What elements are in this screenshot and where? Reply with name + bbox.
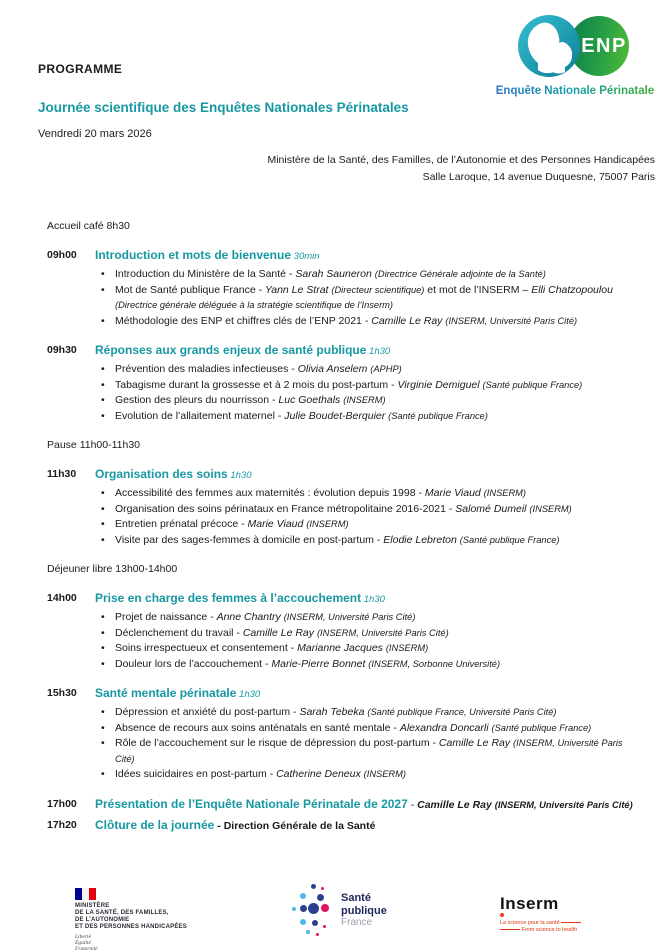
inserm-logo [500, 894, 581, 933]
text-segment: (Directrice générale déléguée à la stratégie scientifique de l’Inserm) [115, 300, 394, 310]
session-item [95, 641, 634, 657]
text-segment: - Direction Générale de la Santé [214, 819, 376, 832]
text-segment: Luc Goethals [278, 394, 344, 406]
session-title: Réponses aux grands enjeux de santé publique [95, 343, 367, 357]
session-duration: 1h30 [227, 470, 252, 481]
session-time: 17h20 [47, 818, 77, 831]
text-segment: Camille Le Ray [371, 314, 446, 327]
session-headline [95, 685, 634, 703]
footer-logos [0, 882, 662, 952]
schedule [0, 218, 662, 835]
inserm-dot-icon [500, 913, 504, 917]
session-item [95, 610, 634, 626]
session-time: 09h30 [47, 344, 77, 356]
text-segment: Gestion des pleurs du nourrisson - [115, 394, 279, 406]
text-segment: Marianne Jacques [297, 642, 386, 654]
session-item [95, 736, 634, 767]
text-segment: (INSERM, Sorbonne Université) [368, 658, 501, 669]
session-row [47, 685, 634, 783]
session-title: Prise en charge des femmes à l’accouchement [95, 591, 362, 605]
session-row [47, 466, 634, 548]
session-time: 15h30 [47, 687, 77, 699]
text-segment: Méthodologie des ENP et chiffres clés de l’ENP 2021 - [115, 314, 372, 327]
session-item [95, 767, 634, 783]
text-segment: Elli Chatzopoulou [531, 283, 613, 296]
break-line: Pause 11h00-11h30 [47, 439, 141, 451]
session-items [95, 610, 634, 672]
session-headline [95, 590, 634, 608]
session-headline [95, 796, 634, 814]
session-item [95, 267, 634, 283]
ministry-name: MINISTÈRE DE LA SANTÉ, DES FAMILLES, DE L’AUTONOMIE ET DES PERSONNES HANDICAPÉES [75, 903, 187, 930]
session-item [95, 283, 634, 314]
text-segment: (INSERM) [363, 769, 406, 779]
session-title: Clôture de la journée [95, 817, 215, 832]
session-item [95, 502, 634, 518]
text-segment: Camille Le Ray [438, 737, 514, 749]
session-item [95, 409, 634, 425]
break-line: Accueil café 8h30 [47, 220, 130, 232]
text-segment: - [407, 798, 418, 811]
text-segment: (INSERM, Université Paris Cité) [445, 315, 578, 326]
text-segment: Olivia Anselem [297, 363, 371, 375]
session-item [95, 378, 634, 394]
session-items [95, 486, 634, 548]
session-item [95, 486, 634, 502]
text-segment: (Directrice Générale adjointe de la Santé) [374, 269, 546, 279]
session-row [47, 817, 634, 835]
text-segment: (Santé publique France) [388, 410, 488, 421]
text-segment: Catherine Deneux [276, 768, 364, 780]
text-segment: (INSERM, Université Paris Cité) [283, 612, 416, 622]
session-headline [95, 817, 634, 835]
inserm-name: Inserm [500, 894, 559, 914]
session-row [47, 796, 634, 814]
session-time: 14h00 [47, 592, 77, 604]
venue-block [38, 152, 655, 186]
text-segment: Accessibilité des femmes aux maternités : évolution depuis 1998 - [115, 487, 425, 499]
session-items [95, 705, 634, 783]
text-segment: Organisation des soins périnataux en France métropolitaine 2016-2021 - [115, 502, 456, 515]
text-segment: Idées suicidaires en post-partum - [115, 768, 277, 780]
session-item [95, 657, 634, 673]
sante-publique-france-logo [292, 882, 387, 940]
text-segment: (INSERM) [343, 395, 386, 405]
text-segment: (INSERM) [483, 488, 527, 498]
text-segment: Sarah Sauneron [295, 268, 375, 280]
text-segment: (Santé publique France) [459, 534, 560, 545]
session-item [95, 517, 634, 533]
text-segment: (Santé publique France) [482, 379, 583, 390]
ministry-logo [75, 888, 187, 952]
text-segment: Virginie Demiguel [397, 378, 483, 391]
text-segment: Rôle de l’accouchement sur le risque de dépression du post-partum - [115, 737, 439, 749]
text-segment: (INSERM) [385, 643, 429, 653]
venue-line1: Ministère de la Santé, des Familles, de l’Autonomie et des Personnes Handicapées [267, 154, 655, 166]
text-segment: Mot de Santé publique France - [115, 283, 266, 296]
enp-logo-caption: Enquête Nationale Périnatale [490, 85, 660, 97]
text-segment: Soins irrespectueux et consentement - [115, 642, 298, 654]
spf-dots-icon [292, 882, 336, 940]
text-segment: Marie Viaud [247, 518, 307, 530]
session-row [47, 590, 634, 672]
text-segment: Camille Le Ray [417, 798, 495, 811]
text-segment: (INSERM) [306, 519, 349, 529]
ministry-motto: Liberté Égalité Fraternité [75, 934, 98, 952]
text-segment: Yann Le Strat [265, 283, 332, 296]
session-items [95, 267, 634, 329]
text-segment: (INSERM) [529, 503, 572, 514]
text-segment: Douleur lors de l’accouchement - [115, 657, 272, 670]
session-item [95, 721, 634, 737]
session-headline [95, 342, 634, 360]
break-line: Déjeuner libre 13h00-14h00 [47, 563, 178, 575]
session-duration: 1h30 [236, 689, 261, 700]
spf-name: Santé publique France [341, 892, 387, 929]
text-segment: Evolution de l’allaitement maternel - [115, 409, 285, 422]
text-segment: Marie-Pierre Bonnet [271, 657, 369, 670]
session-title: Introduction et mots de bienvenue [95, 248, 292, 262]
text-segment: (APHP) [370, 364, 402, 374]
text-segment: Tabagisme durant la grossesse et à 2 mois du post-partum - [115, 378, 398, 391]
session-title: Présentation de l’Enquête Nationale Périnatale de 2027 [95, 796, 408, 811]
session-title: Organisation des soins [95, 467, 228, 481]
programme-label: PROGRAMME [38, 62, 123, 76]
text-segment: Marie Viaud [424, 487, 484, 499]
text-segment: (Santé publique France) [491, 722, 592, 733]
text-segment: Dépression et anxiété du post-partum - [115, 706, 300, 718]
session-item [95, 705, 634, 721]
session-time: 17h00 [47, 797, 77, 810]
text-segment: Sarah Tebeka [299, 706, 368, 718]
text-segment: (INSERM, Université Paris Cité) [115, 738, 623, 764]
session-item [95, 362, 634, 378]
text-segment: Visite par des sages-femmes à domicile en post-partum - [115, 533, 384, 546]
session-title: Santé mentale périnatale [95, 686, 237, 700]
text-segment: Anne Chantry [216, 611, 284, 623]
text-segment: Entretien prénatal précoce - [115, 518, 248, 530]
enp-logo [490, 14, 660, 97]
session-time: 11h30 [47, 468, 77, 480]
inserm-tagline: La science pour la santé From science to health [500, 920, 581, 933]
session-item [95, 626, 634, 642]
text-segment: Camille Le Ray [242, 626, 317, 639]
text-segment: Elodie Lebreton [383, 533, 460, 546]
text-segment: Projet de naissance - [115, 611, 217, 623]
french-flag-icon [75, 888, 96, 900]
session-row [47, 342, 634, 424]
venue-line2: Salle Laroque, 14 avenue Duquesne, 75007 Paris [422, 171, 655, 183]
text-segment: Absence de recours aux soins anténatals en santé mentale - [115, 721, 400, 734]
enp-acronym: ENP [581, 34, 627, 57]
text-segment: et mot de l’INSERM – [424, 283, 532, 296]
text-segment: Introduction du Ministère de la Santé - [115, 268, 296, 280]
text-segment: (INSERM, Université Paris Cité) [494, 799, 633, 810]
text-segment: (INSERM, Université Paris Cité) [316, 627, 449, 638]
enp-faces-icon [517, 14, 581, 78]
session-headline [95, 247, 634, 265]
session-items [95, 362, 634, 424]
session-headline [95, 466, 634, 484]
text-segment: (Directeur scientifique) [331, 284, 425, 295]
text-segment: Salomé Dumeil [455, 502, 530, 515]
text-segment: Déclenchement du travail - [115, 626, 243, 639]
session-item [95, 393, 634, 409]
session-duration: 1h30 [366, 346, 391, 357]
session-time: 09h00 [47, 249, 77, 261]
enp-logo-circles [517, 14, 633, 80]
session-duration: 30min [291, 251, 320, 262]
text-segment: Alexandra Doncarli [399, 721, 492, 734]
page-title: Journée scientifique des Enquêtes Nationales Périnatales [38, 100, 409, 115]
text-segment: Julie Boudet-Berquier [284, 409, 389, 422]
session-duration: 1h30 [361, 594, 385, 605]
session-row [47, 247, 634, 329]
event-date: Vendredi 20 mars 2026 [38, 128, 152, 140]
session-item [95, 314, 634, 330]
text-segment: (Santé publique France, Université Paris Cité) [367, 707, 557, 717]
session-item [95, 533, 634, 549]
text-segment: Prévention des maladies infectieuses - [115, 363, 298, 375]
